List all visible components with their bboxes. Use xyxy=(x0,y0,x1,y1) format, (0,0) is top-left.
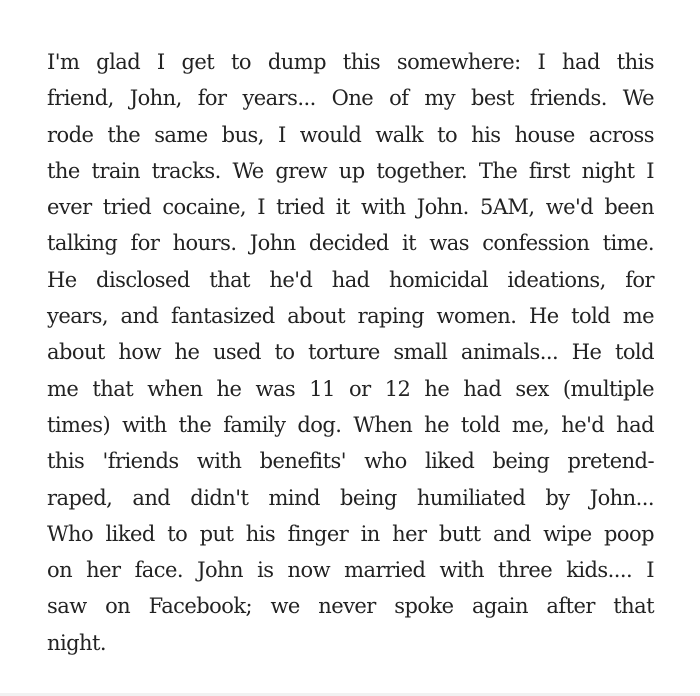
post-line: talking for hours. John decided it was confession time. xyxy=(47,231,654,256)
post-line: this 'friends with benefits' who liked being pretend- xyxy=(47,449,654,474)
post-line: rode the same bus, I would walk to his house across xyxy=(47,122,654,147)
post-line: times) with the family dog. When he told me, he'd had xyxy=(47,412,654,437)
post-body xyxy=(47,44,654,661)
post-line: the train tracks. We grew up together. The first night I xyxy=(47,158,654,183)
post-line: raped, and didn't mind being humiliated by John... xyxy=(47,485,654,510)
post-line: night. xyxy=(47,630,107,655)
post-line: about how he used to torture small animals... He told xyxy=(47,340,654,365)
post-line: friend, John, for years... One of my best friends. We xyxy=(47,86,654,111)
post-line: saw on Facebook; we never spoke again after that xyxy=(47,594,654,619)
post-line: years, and fantasized about raping women. He told me xyxy=(47,304,654,329)
post-line: I'm glad I get to dump this somewhere: I had this xyxy=(47,50,654,74)
post-line: Who liked to put his finger in her butt and wipe poop xyxy=(47,521,654,546)
post-line: He disclosed that he'd had homicidal ideations, for xyxy=(47,267,654,292)
post-line: me that when he was 11 or 12 he had sex (multiple xyxy=(47,376,654,401)
post-line: on her face. John is now married with three kids.... I xyxy=(47,558,654,583)
post-line: ever tried cocaine, I tried it with John. 5AM, we'd been xyxy=(47,195,654,220)
